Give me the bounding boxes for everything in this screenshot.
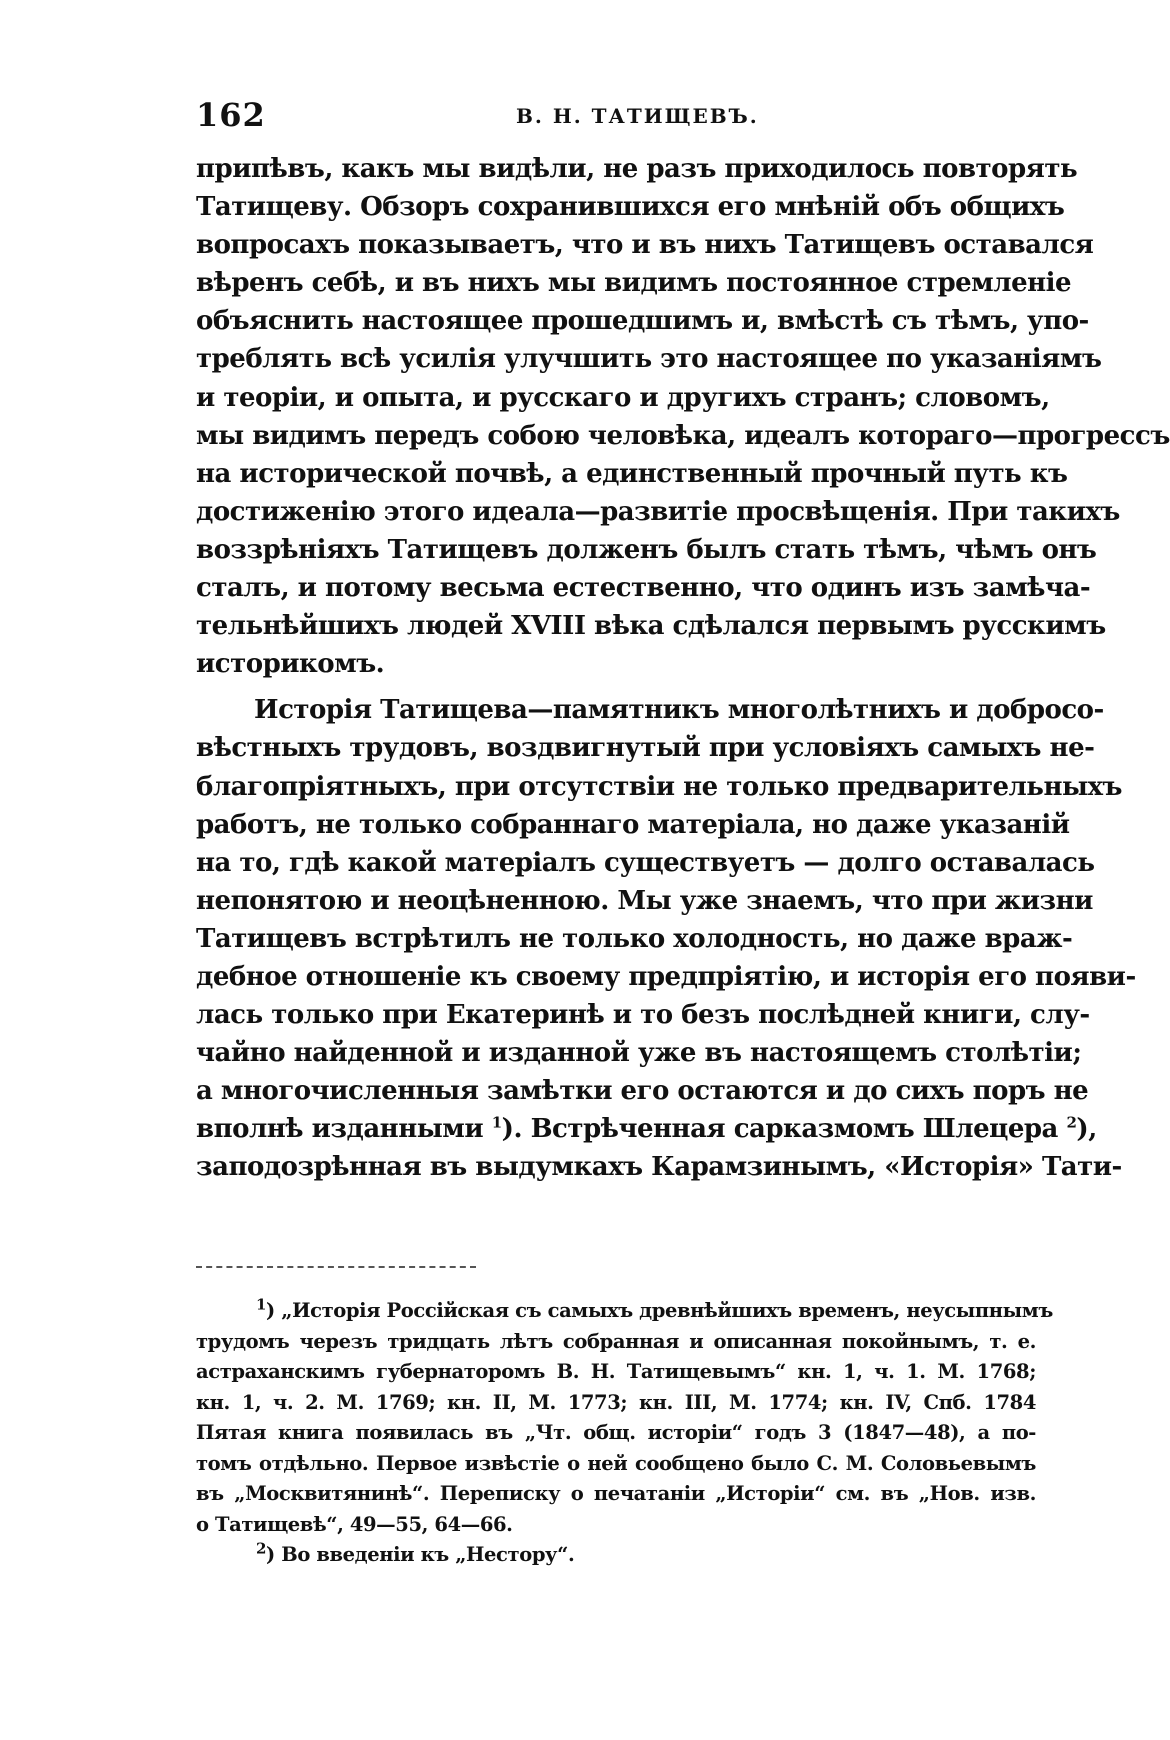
footnote-text: ) „Исторія Россійская съ самыхъ древнѣйшихъ временъ, неусыпнымъ (266, 1299, 1053, 1322)
text-line: дебное отношеніе къ своему предпріятію, и исторія его появи- (196, 961, 1136, 992)
footnote-separator (196, 1266, 476, 1268)
text-line: Исторія Татищева—памятникъ многолѣтнихъ и добросо- (254, 695, 1104, 726)
text-line: заподозрѣнная въ выдумкахъ Карамзинымъ, «Исторія» Тати- (196, 1152, 1122, 1183)
footnote-text: ) Во введеніи къ „Нестору“. (266, 1543, 575, 1566)
text-line: вопросахъ показываетъ, что и въ нихъ Татищевъ оставался (196, 230, 1094, 261)
page-header (196, 96, 1036, 136)
footnote-2 (196, 1540, 1036, 1571)
footnote-ref-2[interactable]: 2 (1066, 1113, 1077, 1132)
text-line: работъ, не только собраннаго матеріала, но даже указаній (196, 809, 1070, 840)
text-line: и теоріи, и опыта, и русскаго и другихъ странъ; словомъ, (196, 382, 1050, 413)
text-line: непонятою и неоцѣненною. Мы уже знаемъ, что при жизни (196, 885, 1093, 916)
text-line: лась только при Екатеринѣ и то безъ послѣдней книги, слу- (196, 1000, 1090, 1031)
text-line: достиженію этого идеала—развитіе просвѣщенія. При такихъ (196, 496, 1120, 527)
footnote-line: о Татищевѣ“, 49—55, 64—66. (196, 1512, 513, 1536)
text-line: Татищеву. Обзоръ сохранившихся его мнѣній объ общихъ (196, 192, 1065, 223)
footnote-line: томъ отдѣльно. Первое извѣстіе о ней сообщено было С. М. Соловьевымъ (196, 1451, 1036, 1475)
text-line-with-footnote-refs (196, 1110, 1097, 1148)
footnote-line: въ „Москвитянинѣ“. Переписку о печатаніи „Исторіи“ см. въ „Нов. изв. (196, 1482, 1036, 1505)
text-line: объяснить настоящее прошедшимъ и, вмѣстѣ съ тѣмъ, упо- (196, 306, 1089, 337)
footnotes (196, 1295, 1053, 1571)
text-line: воззрѣніяхъ Татищевъ долженъ былъ стать тѣмъ, чѣмъ онъ (196, 534, 1097, 565)
footnote-1 (196, 1295, 1053, 1327)
paragraph-gap (196, 683, 1036, 691)
footnote-ref-1[interactable]: 1 (491, 1113, 502, 1132)
text-line: вѣстныхъ трудовъ, воздвигнутый при условіяхъ самыхъ не- (196, 733, 1095, 764)
text-fragment: ), (1076, 1114, 1097, 1145)
text-line: на то, гдѣ какой матеріалъ существуетъ — долго оставалась (196, 847, 1095, 878)
text-line: а многочисленныя замѣтки его остаются и до сихъ поръ не (196, 1076, 1089, 1107)
footnote-marker-1: 1 (256, 1295, 267, 1314)
text-line: треблять всѣ усилія улучшить это настоящее по указаніямъ (196, 344, 1102, 375)
text-line: на исторической почвѣ, а единственный прочный путь къ (196, 458, 1068, 489)
text-line: вѣренъ себѣ, и въ нихъ мы видимъ постоянное стремленіе (196, 268, 1072, 299)
text-line: благопріятныхъ, при отсутствіи не только предварительныхъ (196, 771, 1122, 802)
main-text (196, 150, 1170, 1187)
text-fragment: ). Встрѣченная сарказмомъ Шлецера (501, 1114, 1067, 1145)
footnote-line: Пятая книга появилась въ „Чт. общ. исторіи“ годъ 3 (1847—48), а по- (196, 1421, 1036, 1444)
footnote-line: астраханскимъ губернаторомъ В. Н. Татищевымъ“ кн. 1, ч. 1. М. 1768; (196, 1360, 1036, 1383)
text-line: сталъ, и потому весьма естественно, что одинъ изъ замѣча- (196, 573, 1091, 604)
text-line: чайно найденной и изданной уже въ настоящемъ столѣтіи; (196, 1038, 1082, 1069)
text-line: припѣвъ, какъ мы видѣли, не разъ приходилось повторять (196, 154, 1078, 184)
page-number: 162 (196, 96, 266, 134)
text-line: историкомъ. (196, 649, 385, 680)
footnote-marker-2: 2 (256, 1539, 267, 1558)
text-line: Татищевъ встрѣтилъ не только холодность, но даже враж- (196, 923, 1073, 954)
footnote-line: кн. 1, ч. 2. М. 1769; кн. II, М. 1773; кн. III, М. 1774; кн. IV, Спб. 1784 (196, 1390, 1036, 1414)
text-fragment: вполнѣ изданными (196, 1114, 492, 1145)
text-line: тельнѣйшихъ людей XVIII вѣка сдѣлался первымъ русскимъ (196, 611, 1106, 642)
running-head: В. Н. ТАТИЩЕВЪ. (516, 104, 759, 128)
text-line: мы видимъ передъ собою человѣка, идеалъ котораго—прогрессъ (196, 420, 1170, 451)
footnote-line: трудомъ черезъ тридцать лѣтъ собранная и описанная покойнымъ, т. е. (196, 1329, 1036, 1353)
